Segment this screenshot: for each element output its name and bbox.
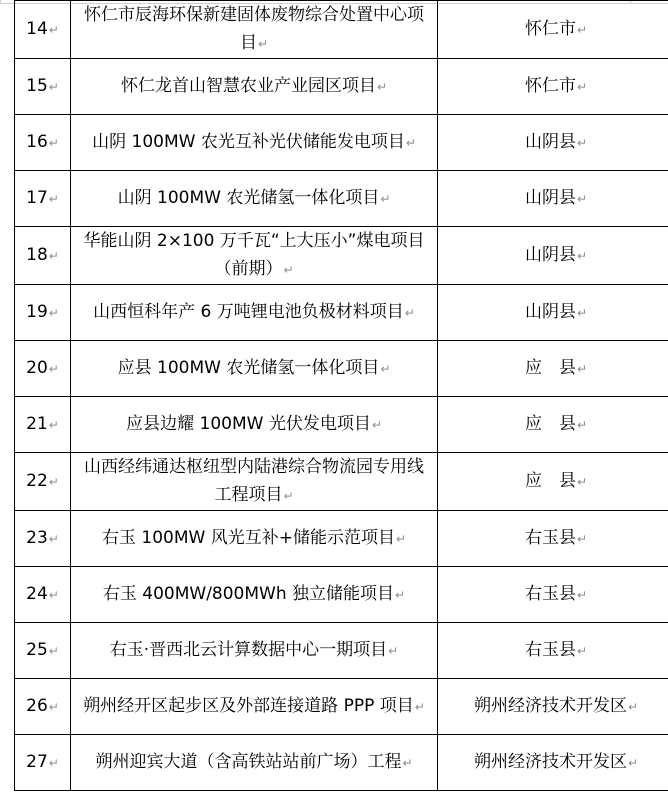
project-name: 华能山阴 2×100 万千瓦“上大压小”煤电项目（前期） <box>83 231 425 279</box>
region-cell <box>438 285 668 341</box>
region-cell <box>438 453 668 511</box>
project-name-cell <box>71 227 438 285</box>
region-cell <box>438 397 668 453</box>
paragraph-mark-icon: ↵ <box>48 700 59 714</box>
project-name-cell <box>71 511 438 567</box>
table-row <box>15 115 668 171</box>
table-row <box>15 1 668 59</box>
paragraph-mark-icon: ↵ <box>283 489 294 503</box>
project-name: 山阴 100MW 农光储氢一体化项目 <box>117 188 380 208</box>
paragraph-mark-icon: ↵ <box>257 37 269 51</box>
project-name-cell <box>71 1 438 59</box>
project-name: 朔州经开区起步区及外部连接道路 PPP 项目 <box>83 696 414 716</box>
region-cell <box>438 679 668 735</box>
row-number: 21 <box>26 414 48 434</box>
project-name-cell <box>71 735 438 791</box>
region-name: 应 县 <box>524 414 576 434</box>
region-cell <box>438 227 668 285</box>
project-name: 山阴 100MW 农光互补光伏储能发电项目 <box>92 132 405 152</box>
row-number-cell <box>15 227 71 285</box>
row-number: 16 <box>26 132 48 152</box>
table-row <box>15 679 668 735</box>
paragraph-mark-icon: ↵ <box>627 756 639 770</box>
project-name-cell <box>71 115 438 171</box>
paragraph-mark-icon: ↵ <box>405 136 416 150</box>
region-name: 朔州经济技术开发区 <box>473 696 627 716</box>
paragraph-mark-icon: ↵ <box>371 418 382 432</box>
row-number: 25 <box>26 640 48 660</box>
project-table-body <box>15 1 668 791</box>
region-name: 山阴县 <box>524 245 576 265</box>
row-number: 27 <box>26 752 48 772</box>
paragraph-mark-icon: ↵ <box>576 532 588 546</box>
region-name: 山阴县 <box>524 302 576 322</box>
paragraph-mark-icon: ↵ <box>576 136 588 150</box>
row-number-cell <box>15 59 71 115</box>
region-name: 右玉县 <box>524 528 576 548</box>
row-number-cell <box>15 567 71 623</box>
region-cell <box>438 59 668 115</box>
table-row <box>15 341 668 397</box>
project-name-cell <box>71 453 438 511</box>
paragraph-mark-icon: ↵ <box>576 80 588 94</box>
region-name: 右玉县 <box>524 640 576 660</box>
region-cell <box>438 341 668 397</box>
paragraph-mark-icon: ↵ <box>576 644 588 658</box>
project-name-cell <box>71 397 438 453</box>
paragraph-mark-icon: ↵ <box>48 418 59 432</box>
row-number: 19 <box>26 302 48 322</box>
region-cell <box>438 115 668 171</box>
table-row <box>15 171 668 227</box>
region-name: 怀仁市 <box>524 76 576 96</box>
project-name: 山西经纬通达枢纽型内陆港综合物流园专用线工程项目 <box>84 457 424 505</box>
row-number: 24 <box>26 584 48 604</box>
project-name: 右玉 100MW 风光互补+储能示范项目 <box>101 528 395 548</box>
paragraph-mark-icon: ↵ <box>48 23 59 37</box>
project-name: 朔州迎宾大道（含高铁站站前广场）工程 <box>95 752 402 772</box>
paragraph-mark-icon: ↵ <box>48 80 59 94</box>
region-name: 山阴县 <box>524 188 576 208</box>
paragraph-mark-icon: ↵ <box>380 362 391 376</box>
page-corner-mark-left <box>0 0 1 4</box>
paragraph-mark-icon: ↵ <box>576 306 588 320</box>
project-name-cell <box>71 623 438 679</box>
table-row <box>15 511 668 567</box>
paragraph-mark-icon: ↵ <box>576 418 588 432</box>
paragraph-mark-icon: ↵ <box>402 756 413 770</box>
table-row <box>15 567 668 623</box>
region-name: 应 县 <box>524 471 576 491</box>
paragraph-mark-icon: ↵ <box>48 306 59 320</box>
project-name: 右玉·晋西北云计算数据中心一期项目 <box>109 640 388 660</box>
paragraph-mark-icon: ↵ <box>48 249 59 263</box>
paragraph-mark-icon: ↵ <box>576 23 588 37</box>
paragraph-mark-icon: ↵ <box>395 588 406 602</box>
project-name: 怀仁龙首山智慧农业产业园区项目 <box>120 76 376 96</box>
row-number-cell <box>15 453 71 511</box>
table-row <box>15 735 668 791</box>
row-number-cell <box>15 623 71 679</box>
row-number-cell <box>15 397 71 453</box>
paragraph-mark-icon: ↵ <box>48 644 59 658</box>
row-number: 23 <box>26 528 48 548</box>
table-row <box>15 285 668 341</box>
project-name: 应县 100MW 农光储氢一体化项目 <box>117 358 380 378</box>
project-table <box>14 0 668 791</box>
project-name-cell <box>71 285 438 341</box>
paragraph-mark-icon: ↵ <box>395 532 407 546</box>
paragraph-mark-icon: ↵ <box>376 80 388 94</box>
paragraph-mark-icon: ↵ <box>48 136 59 150</box>
row-number: 18 <box>26 245 48 265</box>
paragraph-mark-icon: ↵ <box>388 644 399 658</box>
region-name: 应 县 <box>524 358 576 378</box>
paragraph-mark-icon: ↵ <box>380 192 391 206</box>
paragraph-mark-icon: ↵ <box>576 362 588 376</box>
row-number-cell <box>15 511 71 567</box>
table-row <box>15 227 668 285</box>
row-number-cell <box>15 341 71 397</box>
project-name-cell <box>71 171 438 227</box>
paragraph-mark-icon: ↵ <box>48 588 59 602</box>
project-name: 右玉 400MW/800MWh 独立储能项目 <box>102 584 395 604</box>
row-number: 14 <box>26 19 48 39</box>
region-cell <box>438 511 668 567</box>
row-number: 17 <box>26 188 48 208</box>
region-cell <box>438 567 668 623</box>
region-name: 右玉县 <box>524 584 576 604</box>
project-name-cell <box>71 59 438 115</box>
region-cell <box>438 171 668 227</box>
row-number-cell <box>15 171 71 227</box>
paragraph-mark-icon: ↵ <box>627 700 639 714</box>
paragraph-mark-icon: ↵ <box>48 362 59 376</box>
table-row <box>15 397 668 453</box>
paragraph-mark-icon: ↵ <box>576 192 588 206</box>
project-name: 怀仁市辰海环保新建固体废物综合处置中心项目 <box>84 5 424 53</box>
project-name: 山西恒科年产 6 万吨锂电池负极材料项目 <box>93 302 404 322</box>
row-number: 26 <box>26 696 48 716</box>
region-cell <box>438 623 668 679</box>
paragraph-mark-icon: ↵ <box>576 249 588 263</box>
paragraph-mark-icon: ↵ <box>404 306 415 320</box>
paragraph-mark-icon: ↵ <box>48 532 59 546</box>
paragraph-mark-icon: ↵ <box>48 475 59 489</box>
region-name: 朔州经济技术开发区 <box>473 752 627 772</box>
paragraph-mark-icon: ↵ <box>48 756 59 770</box>
row-number-cell <box>15 285 71 341</box>
region-name: 怀仁市 <box>524 19 576 39</box>
project-name-cell <box>71 341 438 397</box>
table-row <box>15 623 668 679</box>
paragraph-mark-icon: ↵ <box>48 192 59 206</box>
row-number: 15 <box>26 76 48 96</box>
row-number: 22 <box>26 471 48 491</box>
project-name: 应县边耀 100MW 光伏发电项目 <box>126 414 371 434</box>
paragraph-mark-icon: ↵ <box>414 700 425 714</box>
row-number-cell <box>15 735 71 791</box>
region-cell <box>438 1 668 59</box>
paragraph-mark-icon: ↵ <box>576 588 588 602</box>
project-name-cell <box>71 567 438 623</box>
project-name-cell <box>71 679 438 735</box>
paragraph-mark-icon: ↵ <box>283 263 294 277</box>
row-number-cell <box>15 115 71 171</box>
row-number-cell <box>15 679 71 735</box>
paragraph-mark-icon: ↵ <box>576 475 588 489</box>
table-row <box>15 453 668 511</box>
table-row <box>15 59 668 115</box>
region-cell <box>438 735 668 791</box>
row-number: 20 <box>26 358 48 378</box>
row-number-cell <box>15 1 71 59</box>
region-name: 山阴县 <box>524 132 576 152</box>
